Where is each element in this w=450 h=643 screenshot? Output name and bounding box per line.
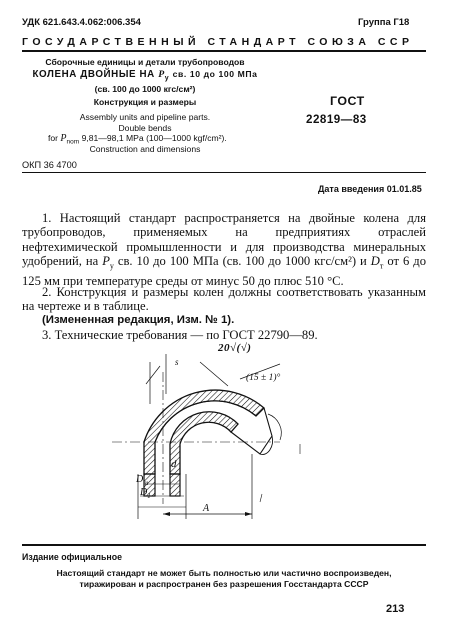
notice-line1: Настоящий стандарт не может быть полностью или частично воспроизведен,: [56, 568, 392, 578]
dim-label-dt-sub: т: [143, 479, 149, 487]
title-en3-sub: nom: [66, 138, 80, 146]
dim-label-d1-main: D: [140, 487, 148, 498]
leader-weld: [200, 362, 228, 386]
dim-label-d1: [140, 487, 151, 500]
title-p: P: [158, 69, 165, 80]
title-main: КОЛЕНА ДВОЙНЫЕ НА: [32, 69, 155, 80]
gost-label: ГОСТ: [330, 94, 365, 108]
paragraph-3: 3. Технические требования — по ГОСТ 22790—89.: [42, 328, 318, 342]
title-rest: св. 10 до 100 МПа: [172, 69, 258, 79]
leader-arrow-s: [146, 366, 160, 384]
drawing-label-s: s: [175, 357, 179, 367]
title-p-sub: у: [164, 74, 170, 82]
p1-text-a: 1. Настоящий стандарт распространяется на двойные колена для трубопроводов, применяемых на предприятиях отраслей нефтехимической промышленности и для производства минеральных удобрений, на: [22, 211, 426, 269]
title-en4: Construction and dimensions: [89, 144, 201, 154]
p1-p-symbol: P: [102, 254, 110, 269]
okp-code: ОКП 36 4700: [22, 160, 77, 170]
dim-label-d1-sub: 1: [147, 492, 151, 500]
p1-d-symbol: D: [370, 254, 380, 269]
bend-wall-outer: [144, 390, 264, 474]
arrow-a-right: [245, 512, 252, 516]
dim-label-d: d: [171, 458, 177, 470]
dim-label-a: A: [203, 503, 210, 514]
p1-text-b: св. 10 до 100 МПа (св. 100 до 1000 кгс/см²) и: [117, 254, 367, 269]
footer-rule: [22, 544, 426, 546]
gost-number: 22819—83: [306, 113, 367, 126]
title-en2: Double bends: [118, 123, 172, 133]
title-en3-p: P: [60, 133, 67, 144]
roughness-value: 20: [218, 342, 230, 354]
title-en3-pre: for: [48, 133, 59, 143]
title-en1: Assembly units and pipeline parts.: [79, 112, 211, 122]
intro-date: Дата введения 01.01.85: [318, 184, 422, 194]
title-line2: [22, 69, 268, 82]
official-edition: Издание официальное: [22, 552, 122, 562]
title-rule: [22, 172, 426, 173]
tick-mark-low: [260, 494, 262, 502]
paragraph-2-edit: (Измененная редакция, Изм. № 1).: [42, 314, 235, 326]
title-line4: Конструкция и размеры: [93, 97, 197, 107]
header-rule: [22, 50, 426, 52]
dim-label-dt-main: D: [136, 474, 144, 485]
bend-wall-inner: [170, 412, 238, 474]
p1-d-sub: т: [379, 261, 384, 271]
dim-label-dt: [136, 474, 148, 487]
standard-banner: ГОСУДАРСТВЕННЫЙ СТАНДАРТ СОЮЗА ССР: [22, 36, 414, 48]
roughness-icon: √(√): [230, 342, 252, 354]
p1-p-sub: у: [109, 261, 114, 271]
bend-cut-end: [231, 408, 272, 454]
title-line3: (св. 100 до 1000 кгс/см²): [94, 84, 196, 94]
group-code: Группа Г18: [358, 17, 410, 28]
roughness-mark: [218, 342, 251, 354]
title-en3-rest: 9,81—98,1 MPa (100—1000 kgf/cm²).: [81, 133, 227, 143]
angle-label: (15 ± 1)°: [246, 373, 281, 383]
p1-text-c: от 6 до 125 мм при температуре среды от минус 50 до плюс 510 °С.: [22, 254, 427, 289]
page-number: 213: [386, 603, 405, 615]
notice-line2: тиражирован и распространен без разрешения Госстандарта СССР: [79, 579, 369, 589]
udk-code: УДК 621.643.4.062:006.354: [22, 17, 141, 28]
paragraph-2: 2. Конструкция и размеры колен должны соответствовать указанным на чертеже и в таблице.: [22, 285, 426, 314]
arrow-a-left: [163, 512, 170, 516]
paragraph-1: [22, 211, 426, 289]
pipe-end-right: [170, 474, 180, 496]
title-line1: Сборочные единицы и детали трубопроводов: [45, 57, 245, 67]
